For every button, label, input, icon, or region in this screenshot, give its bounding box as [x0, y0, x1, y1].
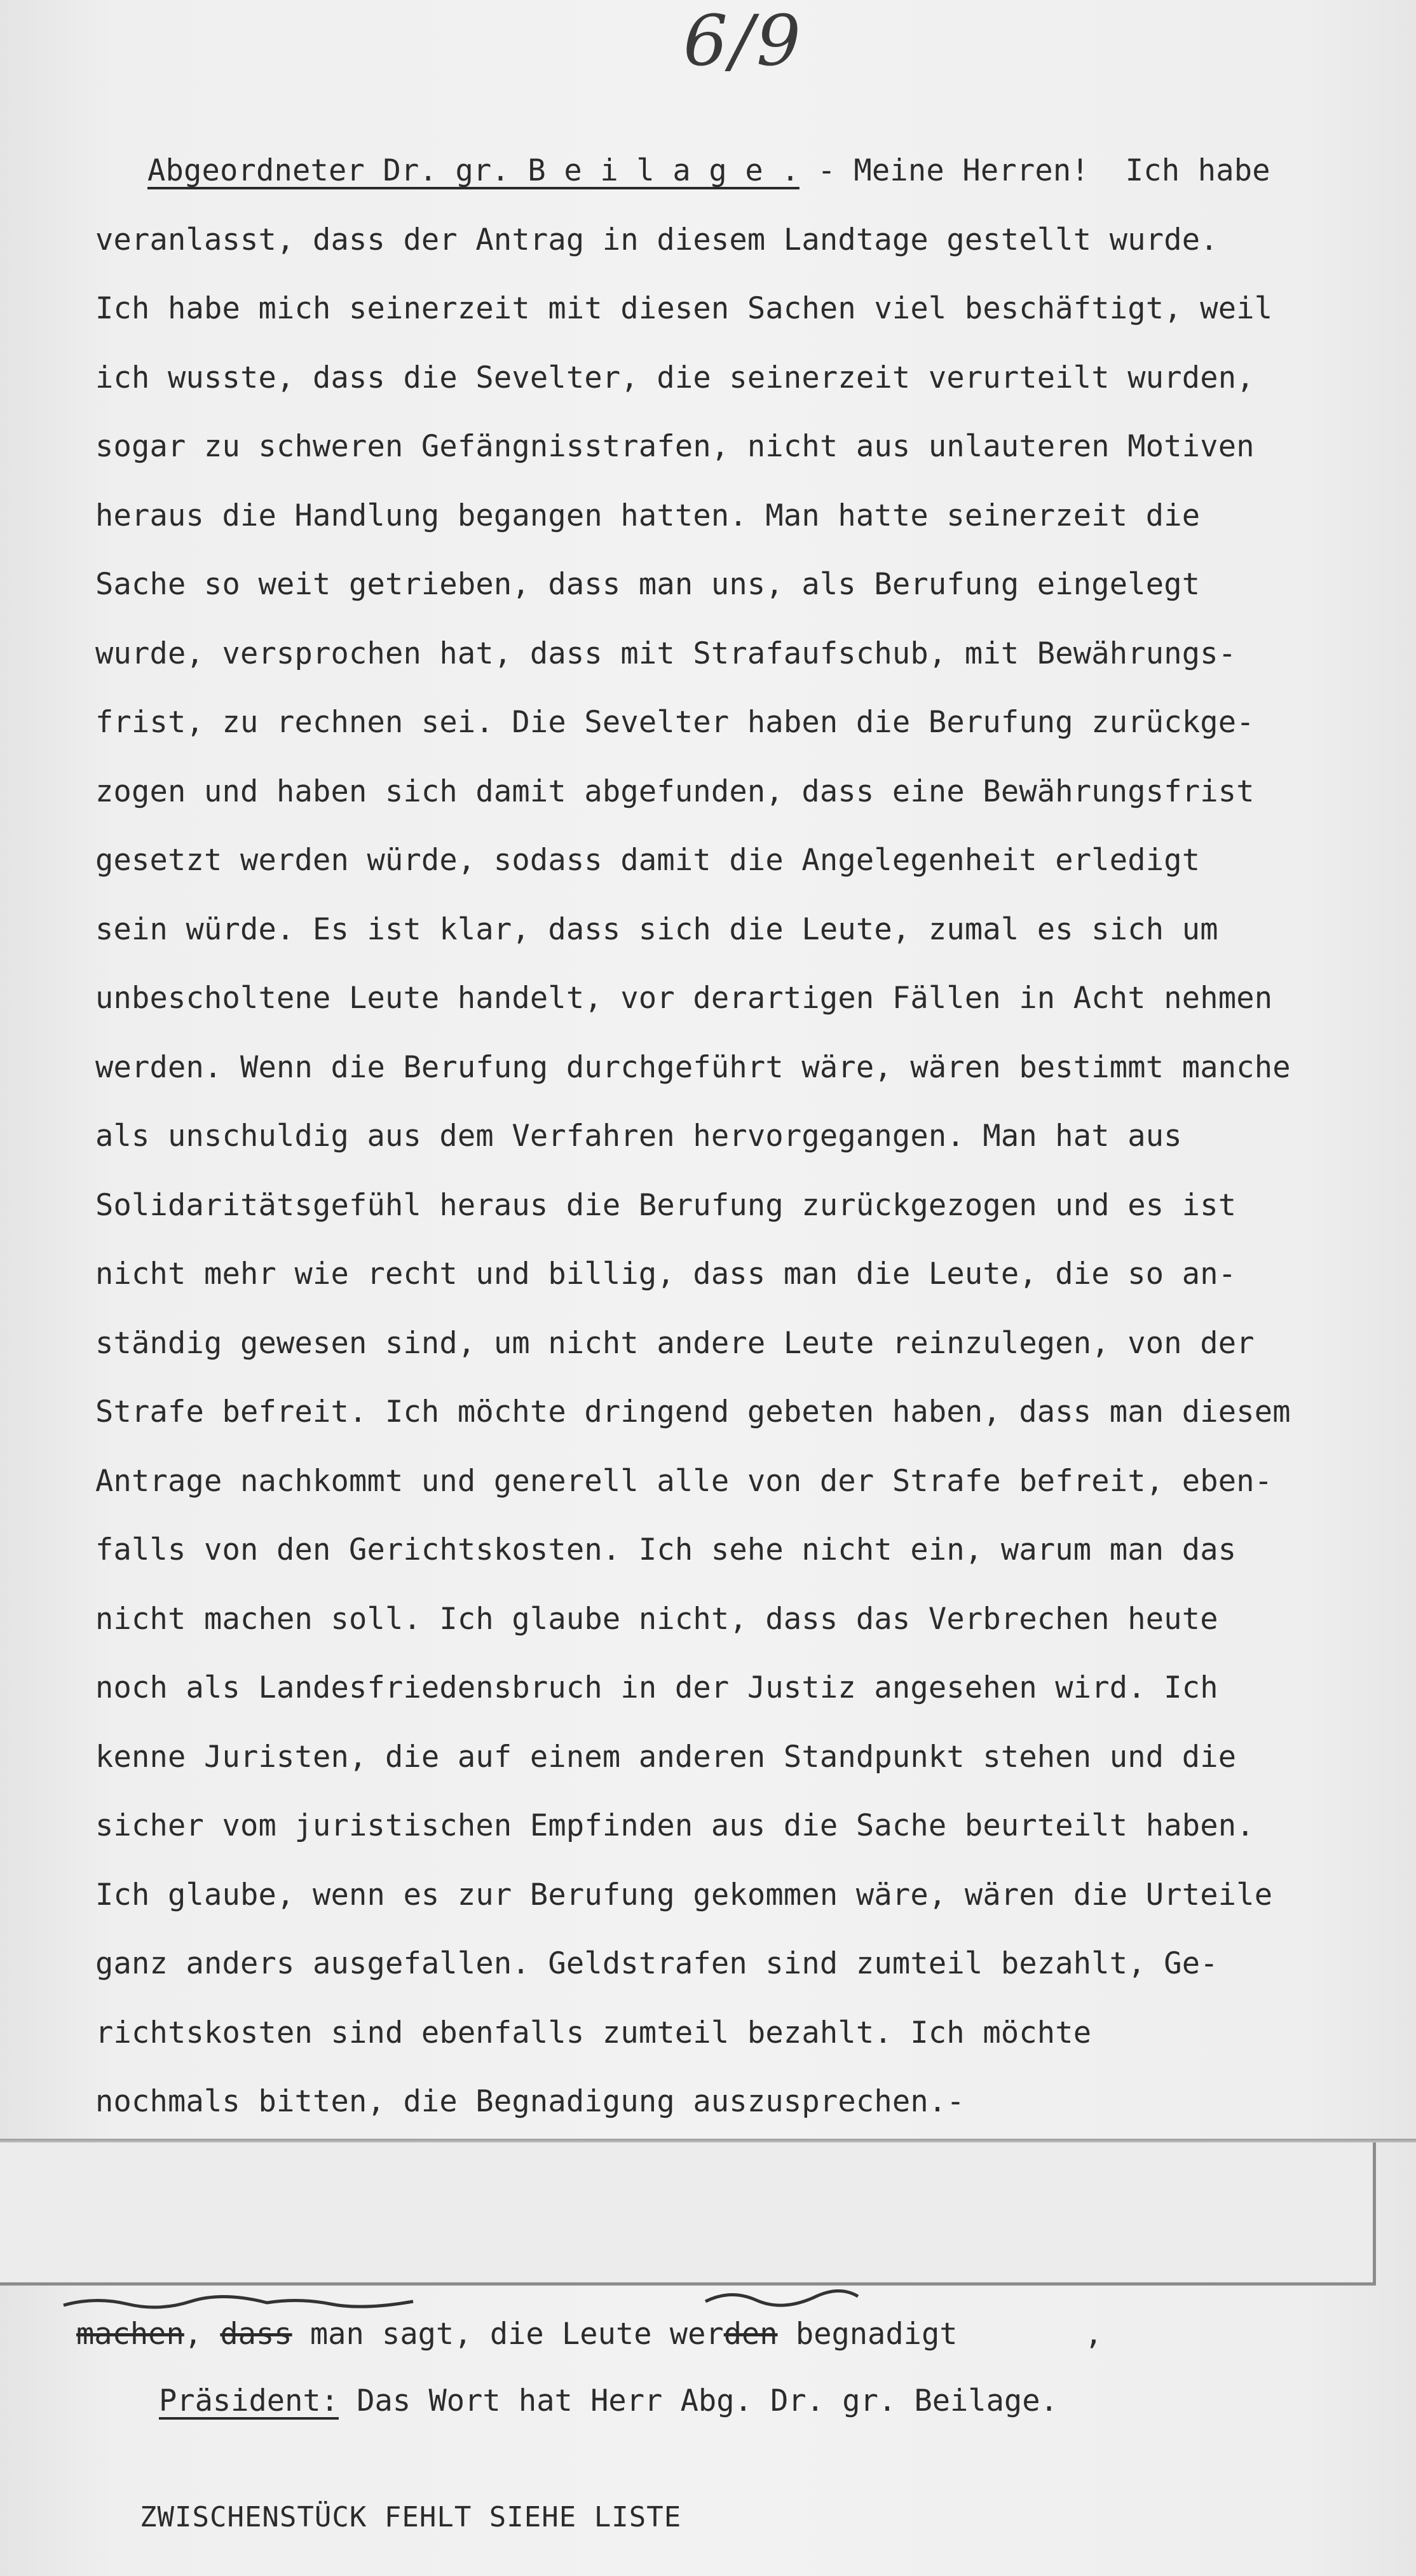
text-line: frist, zu rechnen sei. Die Sevelter haben die Berufung zurückge-	[95, 705, 1255, 740]
struck-word: machen	[76, 2317, 184, 2352]
text-line: kenne Juristen, die auf einem anderen Standpunkt stehen und die	[95, 1739, 1237, 1775]
text-line: ganz anders ausgefallen. Geldstrafen sind zumteil bezahlt, Ge-	[95, 1946, 1218, 1981]
text-line: nicht mehr wie recht und billig, dass man die Leute, die so an-	[95, 1257, 1237, 1291]
text-line: sicher vom juristischen Empfinden aus die Sache beurteilt haben.	[95, 1808, 1255, 1843]
text-line: Ich glaube, wenn es zur Berufung gekommen wäre, wären die Urteile	[95, 1877, 1273, 1912]
president-label: Präsident:	[159, 2383, 339, 2418]
president-remark-2	[76, 2368, 1347, 2434]
fragment-text: begnadigt	[777, 2317, 958, 2352]
text-line: falls von den Gerichtskosten. Ich sehe nicht ein, warum man das	[95, 1532, 1237, 1567]
speaker-intro-text: - Meine Herren! Ich habe	[799, 153, 1270, 188]
text-line: heraus die Handlung begangen hatten. Man hatte seinerzeit die	[95, 498, 1201, 533]
fragment-text: man sagt, die Leute wer	[292, 2317, 724, 2352]
text-line: ich wusste, dass die Sevelter, die seinerzeit verurteilt wurden,	[95, 360, 1255, 395]
text-line: richtskosten sind ebenfalls zumteil bezahlt. Ich möchte	[95, 2015, 1092, 2050]
pasted-strip	[0, 2143, 1376, 2286]
speech-body	[95, 137, 1360, 2205]
text-line: ständig gewesen sind, um nicht andere Leute reinzulegen, von der	[95, 1325, 1255, 1361]
text-line: unbescholtene Leute handelt, vor derartigen Fällen in Acht nehmen	[95, 981, 1273, 1016]
text-line: als unschuldig aus dem Verfahren hervorgegangen. Man hat aus	[95, 1119, 1182, 1154]
text-line: Ich habe mich seinerzeit mit diesen Sachen viel beschäftigt, weil	[95, 291, 1273, 326]
text-line: veranlasst, dass der Antrag in diesem Landtage gestellt wurde.	[95, 222, 1218, 257]
text-line: gesetzt werden würde, sodass damit die Angelegenheit erledigt	[95, 843, 1201, 878]
speaker-intro-line	[95, 137, 1360, 206]
struck-word: den	[723, 2317, 778, 2352]
folio-number: 6/9	[683, 0, 804, 81]
text-line: sogar zu schweren Gefängnisstrafen, nicht aus unlauteren Motiven	[95, 429, 1255, 464]
text-line: Strafe befreit. Ich möchte dringend gebeten haben, dass man diesem	[95, 1394, 1291, 1429]
fragment-end: ,	[1084, 2317, 1103, 2352]
text-line: werden. Wenn die Berufung durchgeführt wäre, wären bestimmt manche	[95, 1049, 1291, 1085]
text-line: Sache so weit getrieben, dass man uns, als Berufung eingelegt	[95, 567, 1201, 602]
text-line: nicht machen soll. Ich glaube nicht, dass das Verbrechen heute	[95, 1601, 1218, 1637]
text-line: wurde, versprochen hat, dass mit Strafaufschub, mit Bewährungs-	[95, 636, 1237, 671]
fragment-separator: ,	[184, 2317, 221, 2352]
text-line: Antrage nachkommt und generell alle von der Strafe befreit, eben-	[95, 1463, 1273, 1499]
speaker-name: Abgeordneter Dr. gr. B e i l a g e .	[147, 153, 800, 188]
struck-word: dass	[220, 2317, 292, 2352]
text-line: zogen und haben sich damit abgefunden, dass eine Bewährungsfrist	[95, 773, 1255, 809]
text-line: Solidaritätsgefühl heraus die Berufung zurückgezogen und es ist	[95, 1187, 1237, 1223]
text-line: sein würde. Es ist klar, dass sich die Leute, zumal es sich um	[95, 911, 1218, 947]
fragment-line	[76, 2301, 1347, 2368]
text-line: nochmals bitten, die Begnadigung auszusprechen.-	[95, 2084, 965, 2119]
president-remark-text: Das Wort hat Herr Abg. Dr. gr. Beilage.	[338, 2383, 1058, 2418]
text-line: noch als Landesfriedensbruch in der Justiz angesehen wird. Ich	[95, 1670, 1218, 1705]
footer-note: ZWISCHENSTÜCK FEHLT SIEHE LISTE	[140, 2501, 682, 2533]
fragment-section	[76, 2301, 1347, 2434]
